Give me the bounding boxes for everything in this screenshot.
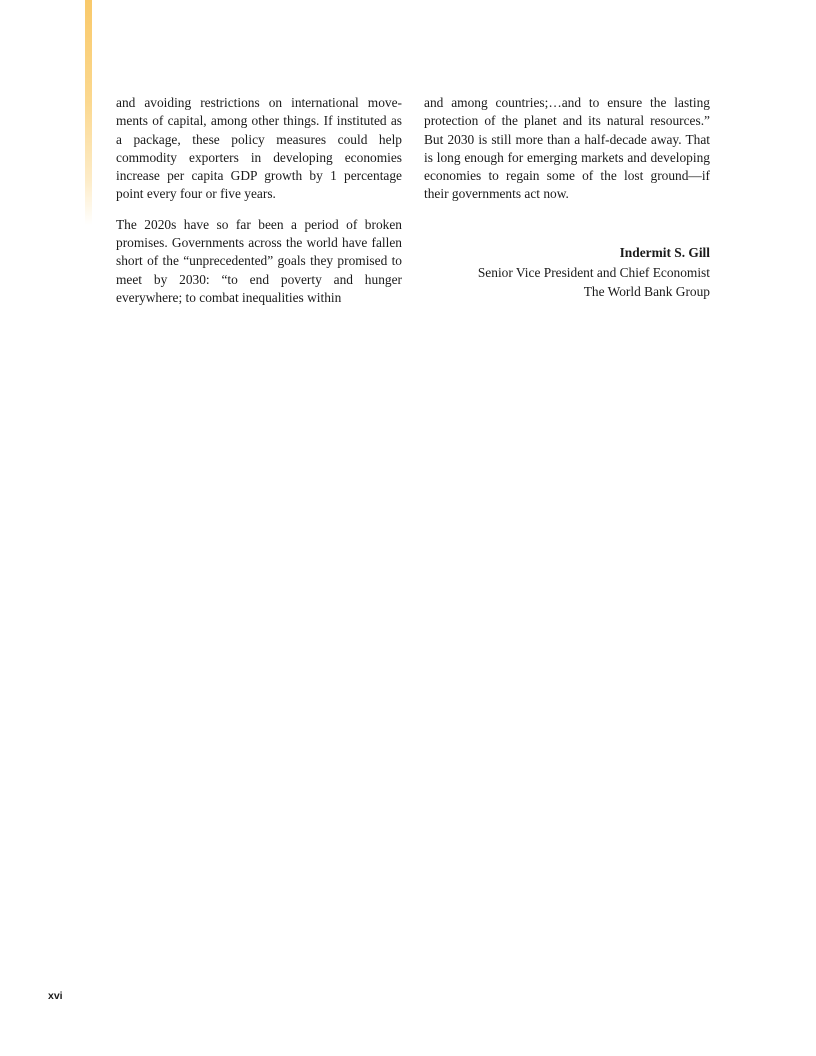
signatory-title: Senior Vice President and Chief Economist — [477, 265, 710, 280]
signatory-name: Indermit S. Gill — [619, 245, 710, 260]
page-number: xvi — [48, 990, 63, 1002]
signature-block — [424, 243, 710, 301]
left-column — [116, 94, 402, 319]
body-paragraph: and avoiding restrictions on international move-ments of capital, among other things. If instituted as a package, these policy measures could help commodity exporters in developing economies increase per capita GDP growth by 1 percentage point every four or five years. — [116, 95, 402, 202]
body-paragraph: The 2020s have so far been a period of broken promises. Governments across the world have fallen short of the “unprecedented” goals they promised to meet by 2030: “to end poverty and hunger everywhere; to combat inequalities within — [116, 216, 402, 305]
body-paragraph: and among countries;…and to ensure the lasting protection of the planet and its natural resources.” But 2030 is still more than a half-decade away. That is long enough for emerging markets and developing economies to regain some of the lost ground—if their governments act now. — [424, 95, 710, 202]
right-column — [424, 94, 710, 216]
decorative-accent-bar — [85, 0, 92, 225]
signatory-organization: The World Bank Group — [583, 284, 710, 299]
